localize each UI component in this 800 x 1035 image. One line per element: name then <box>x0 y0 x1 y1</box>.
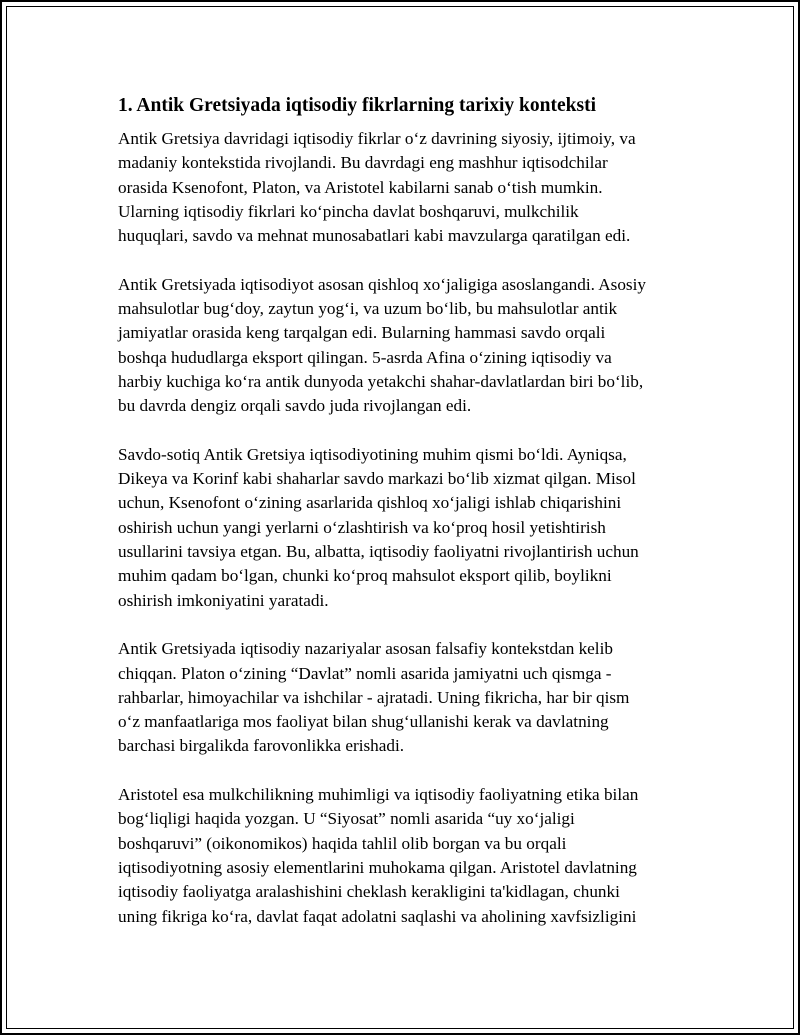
text-line: bu davrda dengiz orqali savdo juda rivojlangan edi. <box>118 396 472 416</box>
text-line: o‘z manfaatlariga mos faoliyat bilan shug‘ullanishi kerak va davlatning <box>118 712 609 732</box>
text-line: huquqlari, savdo va mehnat munosabatlari kabi mavzularga qaratilgan edi. <box>118 226 631 246</box>
text-line: harbiy kuchiga ko‘ra antik dunyoda yetakchi shahar-davlatlardan biri bo‘lib, <box>118 371 644 391</box>
text-line: iqtisodiyotning asosiy elementlarini muhokama qilgan. Aristotel davlatning <box>118 857 637 877</box>
text-line: Savdo-sotiq Antik Gretsiya iqtisodiyotining muhim qismi bo‘ldi. Ayniqsa, <box>118 444 627 464</box>
text-line: boshqaruvi” (oikonomikos) haqida tahlil olib borgan va bu orqali <box>118 833 567 853</box>
text-line: Ularning iqtisodiy fikrlari ko‘pincha davlat boshqaruvi, mulkchilik <box>118 201 579 221</box>
document-body <box>118 94 698 953</box>
paragraph-2 <box>118 273 698 419</box>
text-line: Antik Gretsiyada iqtisodiy nazariyalar asosan falsafiy kontekstdan kelib <box>118 639 613 659</box>
text-line: uchun, Ksenofont o‘zining asarlarida qishloq xo‘jaligi ishlab chiqarishini <box>118 493 622 513</box>
text-line: oshirish imkoniyatini yaratadi. <box>118 590 329 610</box>
text-line: barchasi birgalikda farovonlikka erishadi. <box>118 736 405 756</box>
text-line: oshirish uchun yangi yerlarni o‘zlashtirish va ko‘proq hosil yetishtirish <box>118 517 606 537</box>
text-line: bog‘liqligi haqida yozgan. U “Siyosat” nomli asarida “uy xo‘jaligi <box>118 809 575 829</box>
text-line: Antik Gretsiyada iqtisodiyot asosan qishloq xo‘jaligiga asoslangandi. Asosiy <box>118 274 646 294</box>
text-line: iqtisodiy faoliyatga aralashishini cheklash kerakligini ta'kidlagan, chunki <box>118 882 620 902</box>
text-line: uning fikriga ko‘ra, davlat faqat adolatni saqlashi va aholining xavfsizligini <box>118 906 637 926</box>
text-line: jamiyatlar orasida keng tarqalgan edi. Bularning hammasi savdo orqali <box>118 323 606 343</box>
text-line: muhim qadam bo‘lgan, chunki ko‘proq mahsulot eksport qilib, boylikni <box>118 566 612 586</box>
text-line: Dikeya va Korinf kabi shaharlar savdo markazi bo‘lib xizmat qilgan. Misol <box>118 469 636 489</box>
paragraph-1 <box>118 127 698 248</box>
text-line: orasida Ksenofont, Platon, va Aristotel kabilarni sanab o‘tish mumkin. <box>118 177 603 197</box>
text-line: Aristotel esa mulkchilikning muhimligi va iqtisodiy faoliyatning etika bilan <box>118 785 639 805</box>
paragraph-4 <box>118 637 698 758</box>
text-line: mahsulotlar bug‘doy, zaytun yog‘i, va uzum bo‘lib, bu mahsulotlar antik <box>118 299 618 319</box>
text-line: usullarini tavsiya etgan. Bu, albatta, iqtisodiy faoliyatni rivojlantirish uchun <box>118 542 639 562</box>
text-line: madaniy kontekstida rivojlandi. Bu davrdagi eng mashhur iqtisodchilar <box>118 153 608 173</box>
paragraph-5 <box>118 783 698 929</box>
section-heading: 1. Antik Gretsiyada iqtisodiy fikrlarning tarixiy konteksti <box>118 95 596 116</box>
text-line: Antik Gretsiya davridagi iqtisodiy fikrlar o‘z davrining siyosiy, ijtimoiy, va <box>118 129 636 148</box>
text-line: rahbarlar, himoyachilar va ishchilar - ajratadi. Uning fikricha, har bir qism <box>118 687 630 707</box>
text-line: chiqqan. Platon o‘zining “Davlat” nomli asarida jamiyatni uch qismga - <box>118 663 612 683</box>
paragraph-3 <box>118 443 698 613</box>
text-line: boshqa hududlarga eksport qilingan. 5-asrda Afina o‘zining iqtisodiy va <box>118 347 612 367</box>
